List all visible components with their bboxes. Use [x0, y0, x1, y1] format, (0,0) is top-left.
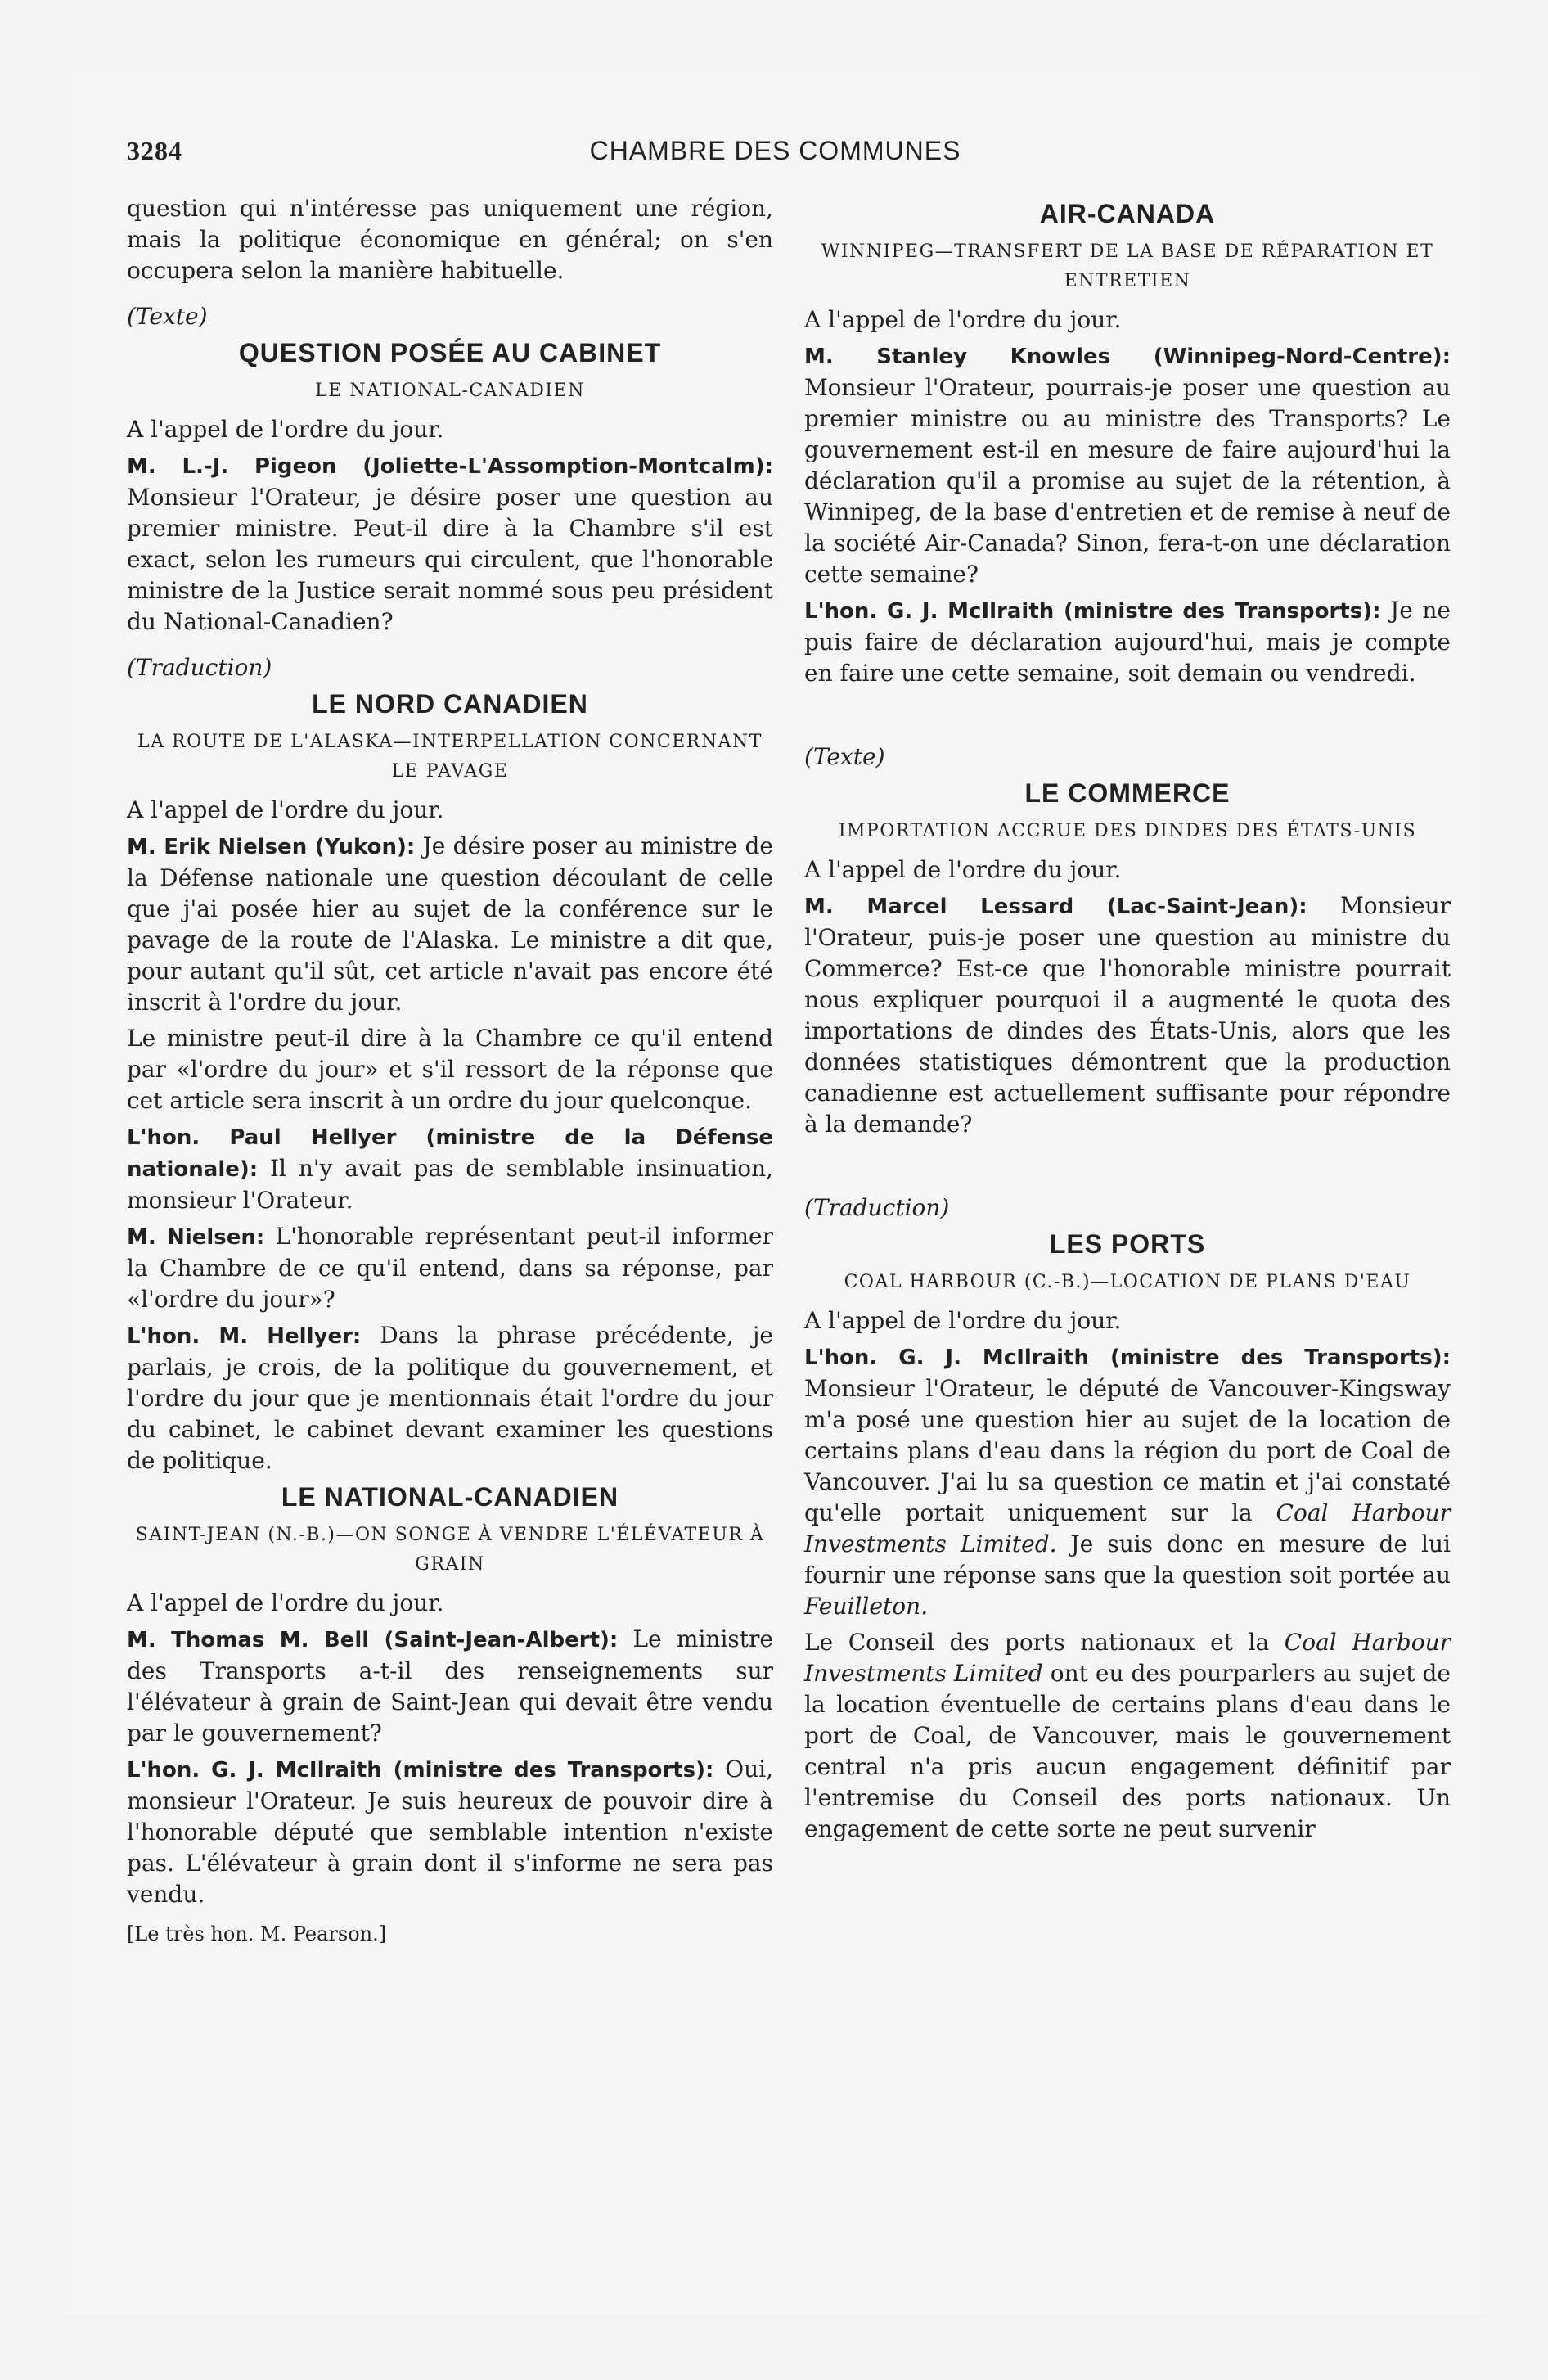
section-heading: LE NORD CANADIEN [312, 689, 588, 719]
speech-text: Je suis donc en mesure de lui fournir une réponse sans que la question soit portée au [804, 1530, 1451, 1589]
section-heading: LE NATIONAL-CANADIEN [281, 1482, 619, 1512]
speaker-name: M. Marcel Lessard (Lac-Saint-Jean): [804, 895, 1307, 919]
footer-note: [Le très hon. M. Pearson.] [127, 1922, 387, 1945]
section-heading: QUESTION POSÉE AU CABINET [238, 338, 662, 367]
paragraph: A l'appel de l'ordre du jour. [127, 796, 444, 823]
section-label: (Texte) [127, 303, 208, 330]
speaker-name: L'hon. M. Hellyer: [127, 1324, 362, 1349]
speech [127, 1624, 773, 1749]
speech-text: Dans la phrase précédente, je parlais, je crois, de la politique du gouvernement, et l'ordre du jour que je mentionnais était l'ordre du jour du cabinet, le cabinet devant examiner les questions de politique. [127, 1322, 773, 1474]
page-number: 3284 [127, 136, 182, 165]
section-label: (Traduction) [127, 654, 272, 681]
speech-text: Monsieur l'Orateur, puis-je poser une question au ministre du Commerce? Est-ce que l'honorable ministre pourrait nous expliquer pourquoi il a augmenté le quota des importations de dindes des États-Unis, alors que les données statistiques démontrent que la production canadienne est actuellement suffisante pour répondre à la demande? [804, 892, 1451, 1138]
speech [804, 595, 1451, 689]
speaker-name: M. Thomas M. Bell (Saint-Jean-Albert): [127, 1628, 619, 1652]
speech [127, 1121, 773, 1216]
paragraph: Le ministre peut-il dire à la Chambre ce qu'il entend par «l'ordre du jour» et s'il ressort de la réponse que cet article sera inscrit à un ordre du jour quelconque. [127, 1025, 773, 1114]
section-subheading: SAINT-JEAN (N.-B.)—ON SONGE À VENDRE L'ÉLÉVATEUR À GRAIN [135, 1525, 765, 1575]
paragraph: question qui n'intéresse pas uniquement une région, mais la politique économique en général; on s'en occupera selon la manière habituelle. [127, 195, 773, 284]
paragraph-text: ont eu des pourparlers au sujet de la location éventuelle de certains plans d'eau dans le port de Coal, de Vancouver, mais le gouvernement central n'a pris aucun engagement définitif par l'entremise du Conseil des ports nationaux. Un engagement de cette sorte ne peut survenir [804, 1660, 1451, 1842]
speaker-name: L'hon. Paul Hellyer (ministre de la Défense nationale): [127, 1125, 773, 1182]
section-label: (Texte) [804, 743, 885, 770]
paragraph: A l'appel de l'ordre du jour. [804, 1307, 1122, 1334]
speaker-name: M. Erik Nielsen (Yukon): [127, 835, 416, 859]
speaker-name: M. Nielsen: [127, 1225, 265, 1250]
paragraph: A l'appel de l'ordre du jour. [804, 856, 1122, 883]
paragraph: A l'appel de l'ordre du jour. [127, 1589, 444, 1616]
left-column [127, 193, 773, 1954]
speech [804, 890, 1451, 1140]
section-heading: AIR-CANADA [1039, 199, 1216, 228]
section-subheading: LE NATIONAL-CANADIEN [315, 381, 585, 401]
spacer [804, 694, 1451, 727]
speaker-name: L'hon. G. J. McIlraith (ministre des Transports): [804, 599, 1381, 624]
speech-text: Je désire poser au ministre de la Défense nationale une question découlant de celle que j'ai posée hier au sujet de la conférence sur le pavage de la route de l'Alaska. Le ministre a dit que, pour autant qu'il sût, cet article n'avait pas encore été inscrit à l'ordre du jour. [127, 832, 773, 1016]
publication-name: Feuilleton. [804, 1593, 928, 1620]
speech-text: Je ne puis faire de déclaration aujourd'hui, mais je compte en faire une cette semaine, soit demain ou vendredi. [804, 597, 1451, 687]
speech-text: Oui, monsieur l'Orateur. Je suis heureux de pouvoir dire à l'honorable député que semblable intention n'existe pas. L'élévateur à grain dont il s'informe ne sera pas vendu. [127, 1756, 773, 1908]
running-title: CHAMBRE DES COMMUNES [589, 136, 961, 165]
speaker-name: M. L.-J. Pigeon (Joliette-L'Assomption-Montcalm): [127, 454, 773, 479]
speaker-name: M. Stanley Knowles (Winnipeg-Nord-Centre): [804, 345, 1451, 369]
speech [127, 450, 773, 638]
right-column [804, 193, 1451, 1850]
paragraph [804, 1627, 1451, 1845]
spacer [804, 1145, 1451, 1178]
section-heading: LE COMMERCE [1024, 778, 1231, 808]
paragraph: A l'appel de l'ordre du jour. [127, 416, 444, 443]
speech [804, 340, 1451, 590]
speech [127, 1754, 773, 1910]
speech [127, 1221, 773, 1315]
speech [127, 1320, 773, 1476]
speaker-name: L'hon. G. J. McIlraith (ministre des Transports): [804, 1346, 1451, 1370]
page-header [127, 136, 1424, 169]
speech-text: Il n'y avait pas de semblable insinuation, monsieur l'Orateur. [127, 1155, 773, 1214]
speech-text: Le ministre des Transports a-t-il des renseignements sur l'élévateur à grain de Saint-Jean qui devait être vendu par le gouvernement? [127, 1625, 773, 1747]
paragraph: A l'appel de l'ordre du jour. [804, 306, 1122, 333]
speech [127, 831, 773, 1018]
speech-text: Monsieur l'Orateur, le député de Vancouver-Kingsway m'a posé une question hier au sujet de la location de certains plans d'eau dans la région du port de Coal de Vancouver. J'ai lu sa question ce matin et j'ai constaté qu'elle portait uniquement sur la [804, 1375, 1451, 1526]
company-name: Coal Harbour Investments Limited [804, 1629, 1451, 1687]
speech-text: Monsieur l'Orateur, pourrais-je poser une question au premier ministre ou au ministre des Transports? Le gouvernement est-il en mesure de faire aujourd'hui la déclaration qu'il a promise au sujet de la rétention, à Winnipeg, de la base d'entretien et de remise à neuf de la société Air-Canada? Sinon, fera-t-on une déclaration cette semaine? [804, 374, 1451, 588]
speech-text: L'honorable représentant peut-il informer la Chambre de ce qu'il entend, dans sa réponse, par «l'ordre du jour»? [127, 1223, 773, 1313]
section-subheading: IMPORTATION ACCRUE DES DINDES DES ÉTATS-UNIS [838, 821, 1417, 841]
section-subheading: WINNIPEG—TRANSFERT DE LA BASE DE RÉPARATION ET ENTRETIEN [821, 241, 1434, 291]
speech [804, 1341, 1451, 1622]
section-heading: LES PORTS [1049, 1229, 1206, 1259]
speaker-name: L'hon. G. J. McIlraith (ministre des Transports): [127, 1758, 714, 1783]
section-label: (Traduction) [804, 1194, 950, 1221]
company-name: Coal Harbour Investments Limited. [804, 1499, 1451, 1557]
speech-text: Monsieur l'Orateur, je désire poser une question au premier ministre. Peut-il dire à la Chambre s'il est exact, selon les rumeurs qui circulent, que l'honorable ministre de la Justice serait nommé sous peu président du National-Canadien? [127, 484, 773, 635]
paragraph-text: Le Conseil des ports nationaux et la [804, 1629, 1270, 1656]
section-subheading: COAL HARBOUR (C.-B.)—LOCATION DE PLANS D'EAU [844, 1272, 1411, 1292]
section-subheading: LA ROUTE DE L'ALASKA—INTERPELLATION CONCERNANT LE PAVAGE [137, 732, 763, 782]
